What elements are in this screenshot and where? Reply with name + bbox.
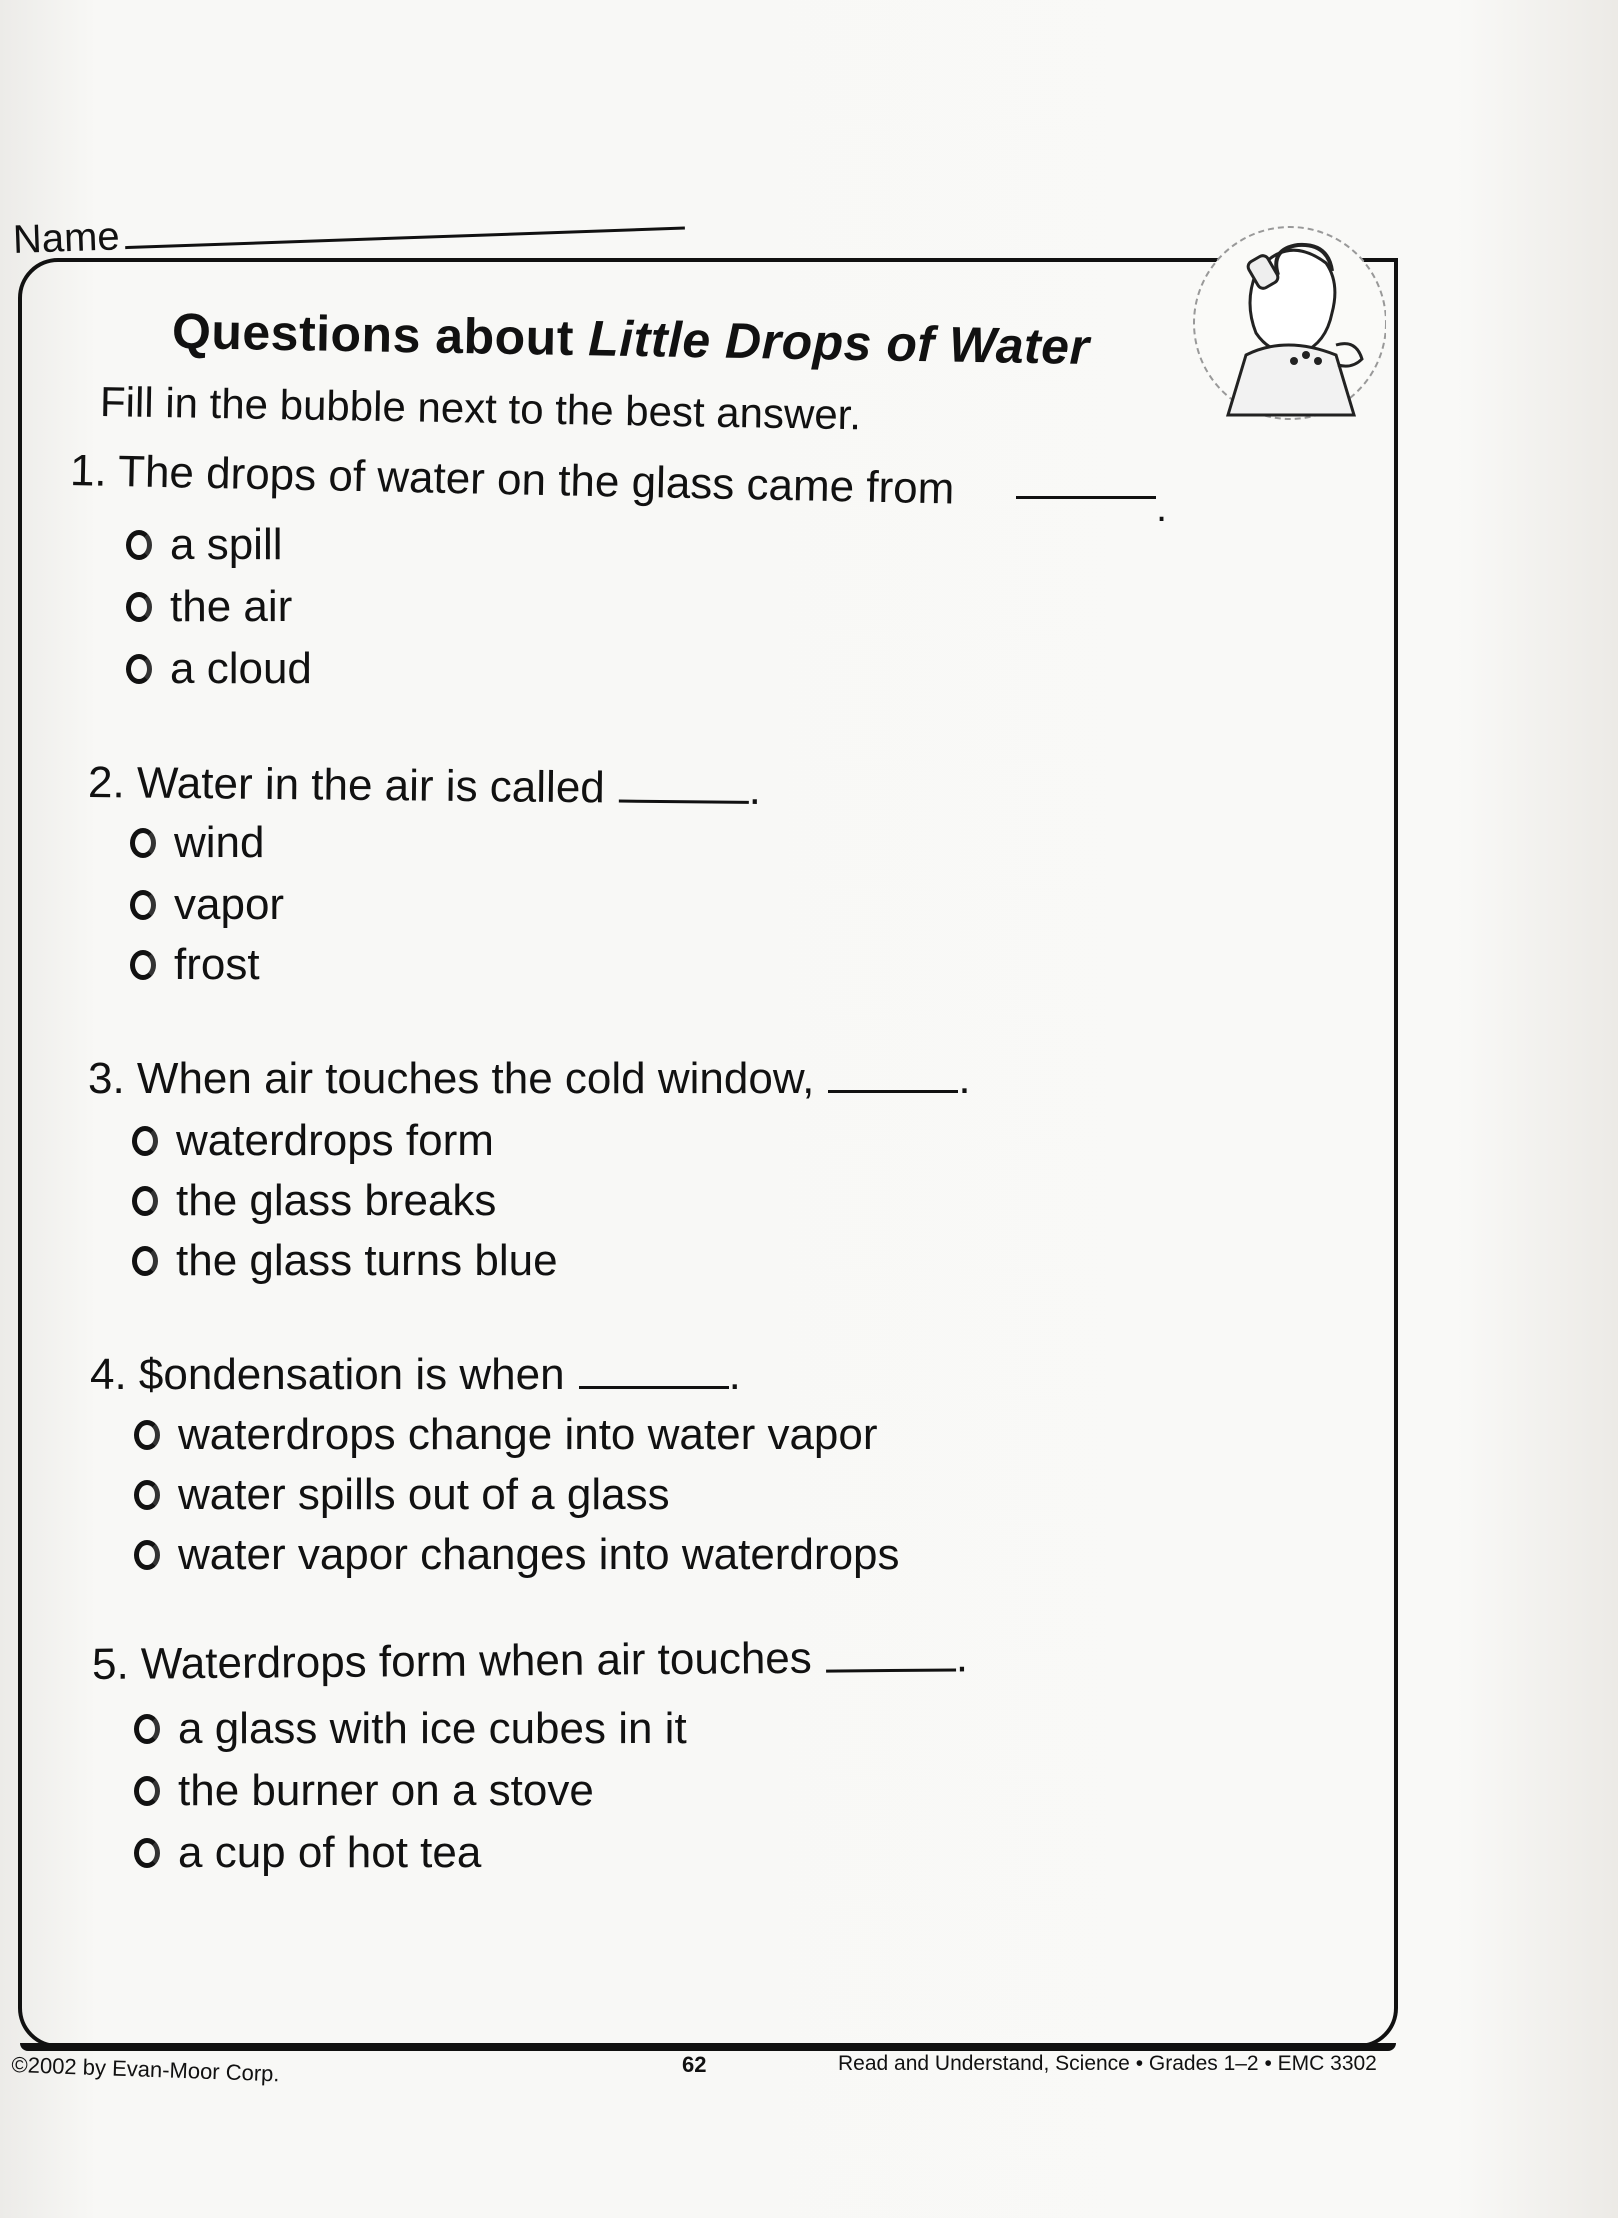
bubble-icon[interactable]	[132, 1246, 158, 1276]
name-field[interactable]	[125, 227, 685, 250]
question-stem: 5. Waterdrops form when air touches .	[91, 1632, 969, 1689]
blank-period: .	[955, 1632, 969, 1682]
answer-blank[interactable]	[579, 1356, 729, 1389]
instructions: Fill in the bubble next to the best answer.	[99, 378, 862, 439]
answer-option[interactable]: a spill	[126, 520, 283, 570]
answer-option[interactable]: waterdrops form	[132, 1116, 494, 1166]
bubble-icon[interactable]	[126, 592, 152, 622]
question-stem: 1. The drops of water on the glass came from	[69, 446, 955, 514]
answer-option[interactable]: a glass with ice cubes in it	[134, 1704, 687, 1754]
answer-blank[interactable]	[828, 1060, 958, 1093]
bubble-icon[interactable]	[134, 1776, 160, 1806]
answer-option[interactable]: vapor	[130, 880, 284, 930]
bubble-icon[interactable]	[126, 530, 152, 560]
answer-option[interactable]: the glass turns blue	[132, 1236, 558, 1286]
title-regular: Questions about	[171, 303, 589, 367]
question-stem: 2. Water in the air is called .	[87, 758, 762, 815]
blank-period: .	[1156, 486, 1168, 530]
page-number: 62	[682, 2052, 707, 2077]
answer-option[interactable]: wind	[130, 818, 265, 868]
answer-blank[interactable]	[826, 1638, 956, 1672]
title-italic: Little Drops of Water	[587, 310, 1090, 376]
bubble-icon[interactable]	[130, 950, 156, 980]
copyright: ©2002 by Evan-Moor Corp.	[11, 2052, 280, 2087]
bubble-icon[interactable]	[126, 654, 152, 684]
bubble-icon[interactable]	[130, 828, 156, 858]
answer-option[interactable]: water spills out of a glass	[134, 1470, 670, 1520]
question-stem: 3. When air touches the cold window, .	[88, 1054, 971, 1103]
answer-option[interactable]: the glass breaks	[132, 1176, 496, 1226]
bubble-icon[interactable]	[132, 1126, 158, 1156]
question-stem: 4. $ondensation is when .	[90, 1350, 741, 1399]
bubble-icon[interactable]	[134, 1480, 160, 1510]
series-info: Read and Understand, Science • Grades 1–2 • EMC 3302	[838, 2052, 1377, 2075]
answer-blank[interactable]	[1016, 496, 1156, 499]
bubble-icon[interactable]	[134, 1420, 160, 1450]
answer-option[interactable]: waterdrops change into water vapor	[134, 1410, 878, 1460]
name-label: Name	[12, 214, 121, 263]
blank-period: .	[748, 764, 762, 815]
answer-option[interactable]: a cup of hot tea	[134, 1828, 481, 1878]
bubble-icon[interactable]	[130, 890, 156, 920]
answer-option[interactable]: water vapor changes into waterdrops	[134, 1530, 900, 1580]
bubble-icon[interactable]	[132, 1186, 158, 1216]
bubble-icon[interactable]	[134, 1540, 160, 1570]
frame-shadow	[20, 2043, 1396, 2051]
answer-option[interactable]: frost	[130, 940, 260, 990]
blank-period: .	[958, 1054, 971, 1103]
answer-option[interactable]: the burner on a stove	[134, 1766, 594, 1816]
girl-drinking-icon	[1186, 205, 1386, 435]
answer-blank[interactable]	[619, 770, 749, 804]
answer-option[interactable]: the air	[126, 582, 292, 632]
blank-period: .	[728, 1350, 741, 1399]
bubble-icon[interactable]	[134, 1714, 160, 1744]
answer-option[interactable]: a cloud	[126, 644, 312, 694]
bubble-icon[interactable]	[134, 1838, 160, 1868]
